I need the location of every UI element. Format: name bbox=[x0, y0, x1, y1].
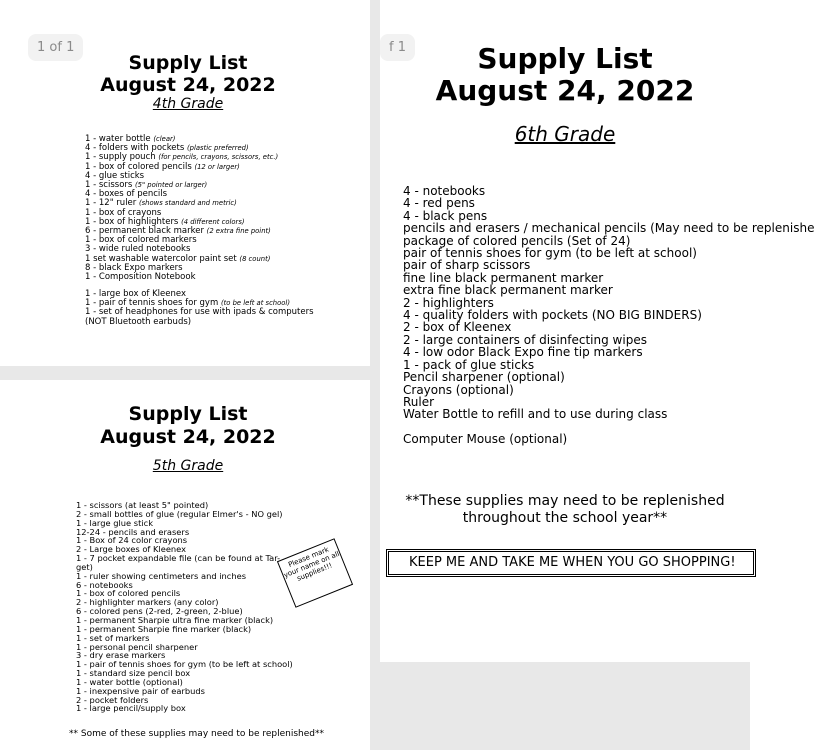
supply-item: 4 - glue sticks bbox=[85, 170, 145, 181]
supply-item: 1 - ruler showing centimeters and inches bbox=[76, 570, 247, 581]
supply-item: 1 - large glue stick bbox=[76, 517, 154, 528]
supply-item: Crayons (optional) bbox=[403, 382, 514, 397]
supply-item: 2 - large containers of disinfecting wipes bbox=[403, 332, 647, 347]
supply-item: 2 - highlighter markers (any color) bbox=[76, 597, 219, 608]
supply-item: 1 - large pencil/supply box bbox=[76, 703, 186, 714]
supply-item: 6 - permanent black marker (2 extra fine point) bbox=[85, 226, 271, 237]
supply-item: extra fine black permanent marker bbox=[403, 283, 613, 298]
supply-item: 1 - Box of 24 color crayons bbox=[76, 535, 188, 546]
supply-item: pencils and erasers / mechanical pencils (May need to be replenishe bbox=[403, 221, 814, 236]
supply-item: 1 - scissors (5" pointed or larger) bbox=[85, 180, 208, 191]
supply-item: get) bbox=[76, 561, 93, 572]
title-line-1: Supply List bbox=[128, 403, 248, 425]
keep-me-banner: KEEP ME AND TAKE ME WHEN YOU GO SHOPPING! bbox=[386, 549, 756, 577]
page-counter-badge: 1 of 1 bbox=[28, 34, 83, 61]
supply-item: 4 - boxes of pencils bbox=[85, 189, 168, 200]
title-line-2: August 24, 2022 bbox=[435, 74, 695, 107]
supply-item: 1 - box of colored pencils (12 or larger) bbox=[85, 161, 240, 172]
vertical-divider bbox=[370, 0, 380, 750]
supply-item: 1 - pair of tennis shoes for gym (to be left at school) bbox=[85, 298, 290, 309]
title-line-1: Supply List bbox=[128, 52, 248, 74]
supply-item: 1 - permanent Sharpie ultra fine marker (black) bbox=[76, 614, 274, 625]
supply-item: 1 - water bottle (optional) bbox=[76, 676, 183, 687]
supply-items-extra bbox=[85, 290, 314, 327]
supply-list-6th-grade bbox=[380, 14, 814, 662]
supply-item: fine line black permanent marker bbox=[403, 270, 604, 285]
grade-heading: 5th Grade bbox=[152, 458, 224, 474]
supply-list-4th-grade bbox=[14, 14, 362, 364]
supply-item: package of colored pencils (Set of 24) bbox=[403, 233, 631, 248]
supply-item: 6 - notebooks bbox=[76, 579, 133, 590]
supply-item: (NOT Bluetooth earbuds) bbox=[85, 316, 192, 327]
supply-item: 1 - box of colored pencils bbox=[76, 588, 181, 599]
supply-item: 1 - 7 pocket expandable file (can be found at Tar- bbox=[76, 553, 281, 564]
supply-item: 1 set washable watercolor paint set (8 count) bbox=[85, 253, 271, 264]
supply-item: 4 - red pens bbox=[403, 196, 475, 211]
supply-item: 2 - box of Kleenex bbox=[403, 320, 512, 335]
supply-item: Water Bottle to refill and to use during class bbox=[403, 407, 668, 422]
supply-item: 4 - folders with pockets (plastic preferred) bbox=[85, 143, 249, 154]
supply-item: 1 - box of highlighters (4 different colors) bbox=[85, 216, 245, 227]
title-line-1: Supply List bbox=[477, 42, 653, 75]
supply-items bbox=[85, 135, 278, 282]
supply-item: 3 - wide ruled notebooks bbox=[85, 244, 191, 255]
supply-item: 1 - personal pencil sharpener bbox=[76, 641, 198, 652]
supply-item: 1 - box of crayons bbox=[85, 207, 162, 218]
supply-item: 1 - Composition Notebook bbox=[85, 272, 196, 283]
supply-item: 2 - Large boxes of Kleenex bbox=[76, 544, 187, 555]
supply-item: 12-24 - pencils and erasers bbox=[76, 526, 190, 537]
supply-item: 1 - permanent Sharpie fine marker (black) bbox=[76, 623, 252, 634]
supply-item: 1 - set of markers bbox=[76, 632, 150, 643]
supply-item: 4 - notebooks bbox=[403, 184, 486, 198]
supply-item: 1 - standard size pencil box bbox=[76, 668, 191, 679]
page-counter-badge: f 1 bbox=[380, 34, 415, 61]
horizontal-divider bbox=[0, 366, 370, 380]
supply-item: 1 - 12" ruler (shows standard and metric) bbox=[85, 198, 237, 209]
supply-item: 1 - scissors (at least 5" pointed) bbox=[76, 500, 209, 510]
title-line-2: August 24, 2022 bbox=[100, 426, 276, 448]
name-reminder-stamp: Please mark your name on all supplies!!! bbox=[277, 538, 353, 608]
supply-item: 1 - pack of glue sticks bbox=[403, 357, 535, 372]
supply-item: 1 - supply pouch (for pencils, crayons, scissors, etc.) bbox=[85, 152, 279, 163]
supply-item: 2 - small bottles of glue (regular Elmer's - NO gel) bbox=[76, 508, 283, 519]
supply-item: pair of tennis shoes for gym (to be left at school) bbox=[403, 246, 697, 261]
title-line-2: August 24, 2022 bbox=[100, 74, 276, 96]
supply-item: 1 - set of headphones for use with ipads & computers bbox=[85, 307, 314, 318]
supply-item: Pencil sharpener (optional) bbox=[403, 370, 565, 385]
supply-item: 6 - colored pens (2-red, 2-green, 2-blue) bbox=[76, 606, 243, 617]
replenish-note-line-2: throughout the school year** bbox=[462, 510, 668, 526]
grade-heading: 6th Grade bbox=[514, 122, 616, 146]
grade-heading: 4th Grade bbox=[152, 96, 224, 112]
supply-item: 1 - water bottle (clear) bbox=[85, 134, 176, 144]
supply-item: 4 - low odor Black Expo fine tip markers bbox=[403, 345, 643, 360]
replenish-footnote: ** Some of these supplies may need to be replenished** bbox=[69, 729, 325, 739]
supply-item: 2 - highlighters bbox=[403, 295, 494, 310]
supply-item: 2 - pocket folders bbox=[76, 694, 149, 705]
bottom-gap bbox=[380, 662, 750, 750]
supply-item: 1 - inexpensive pair of earbuds bbox=[76, 685, 205, 696]
supply-items bbox=[403, 185, 814, 446]
supply-item: 8 - black Expo markers bbox=[85, 262, 183, 273]
supply-item: 4 - quality folders with pockets (NO BIG BINDERS) bbox=[403, 308, 702, 323]
supply-item: 1 - box of colored markers bbox=[85, 235, 197, 246]
supply-item: pair of sharp scissors bbox=[403, 258, 531, 273]
replenish-note-line-1: **These supplies may need to be replenished bbox=[405, 493, 725, 509]
supply-items bbox=[76, 501, 293, 713]
supply-item: Ruler bbox=[403, 394, 435, 409]
supply-item: 3 - dry erase markers bbox=[76, 650, 166, 661]
supply-item: 4 - black pens bbox=[403, 208, 488, 223]
supply-item: 1 - pair of tennis shoes for gym (to be left at school) bbox=[76, 659, 293, 670]
supply-item: 1 - large box of Kleenex bbox=[85, 289, 186, 299]
supply-list-5th-grade bbox=[14, 380, 362, 750]
supply-item: Computer Mouse (optional) bbox=[403, 432, 568, 447]
